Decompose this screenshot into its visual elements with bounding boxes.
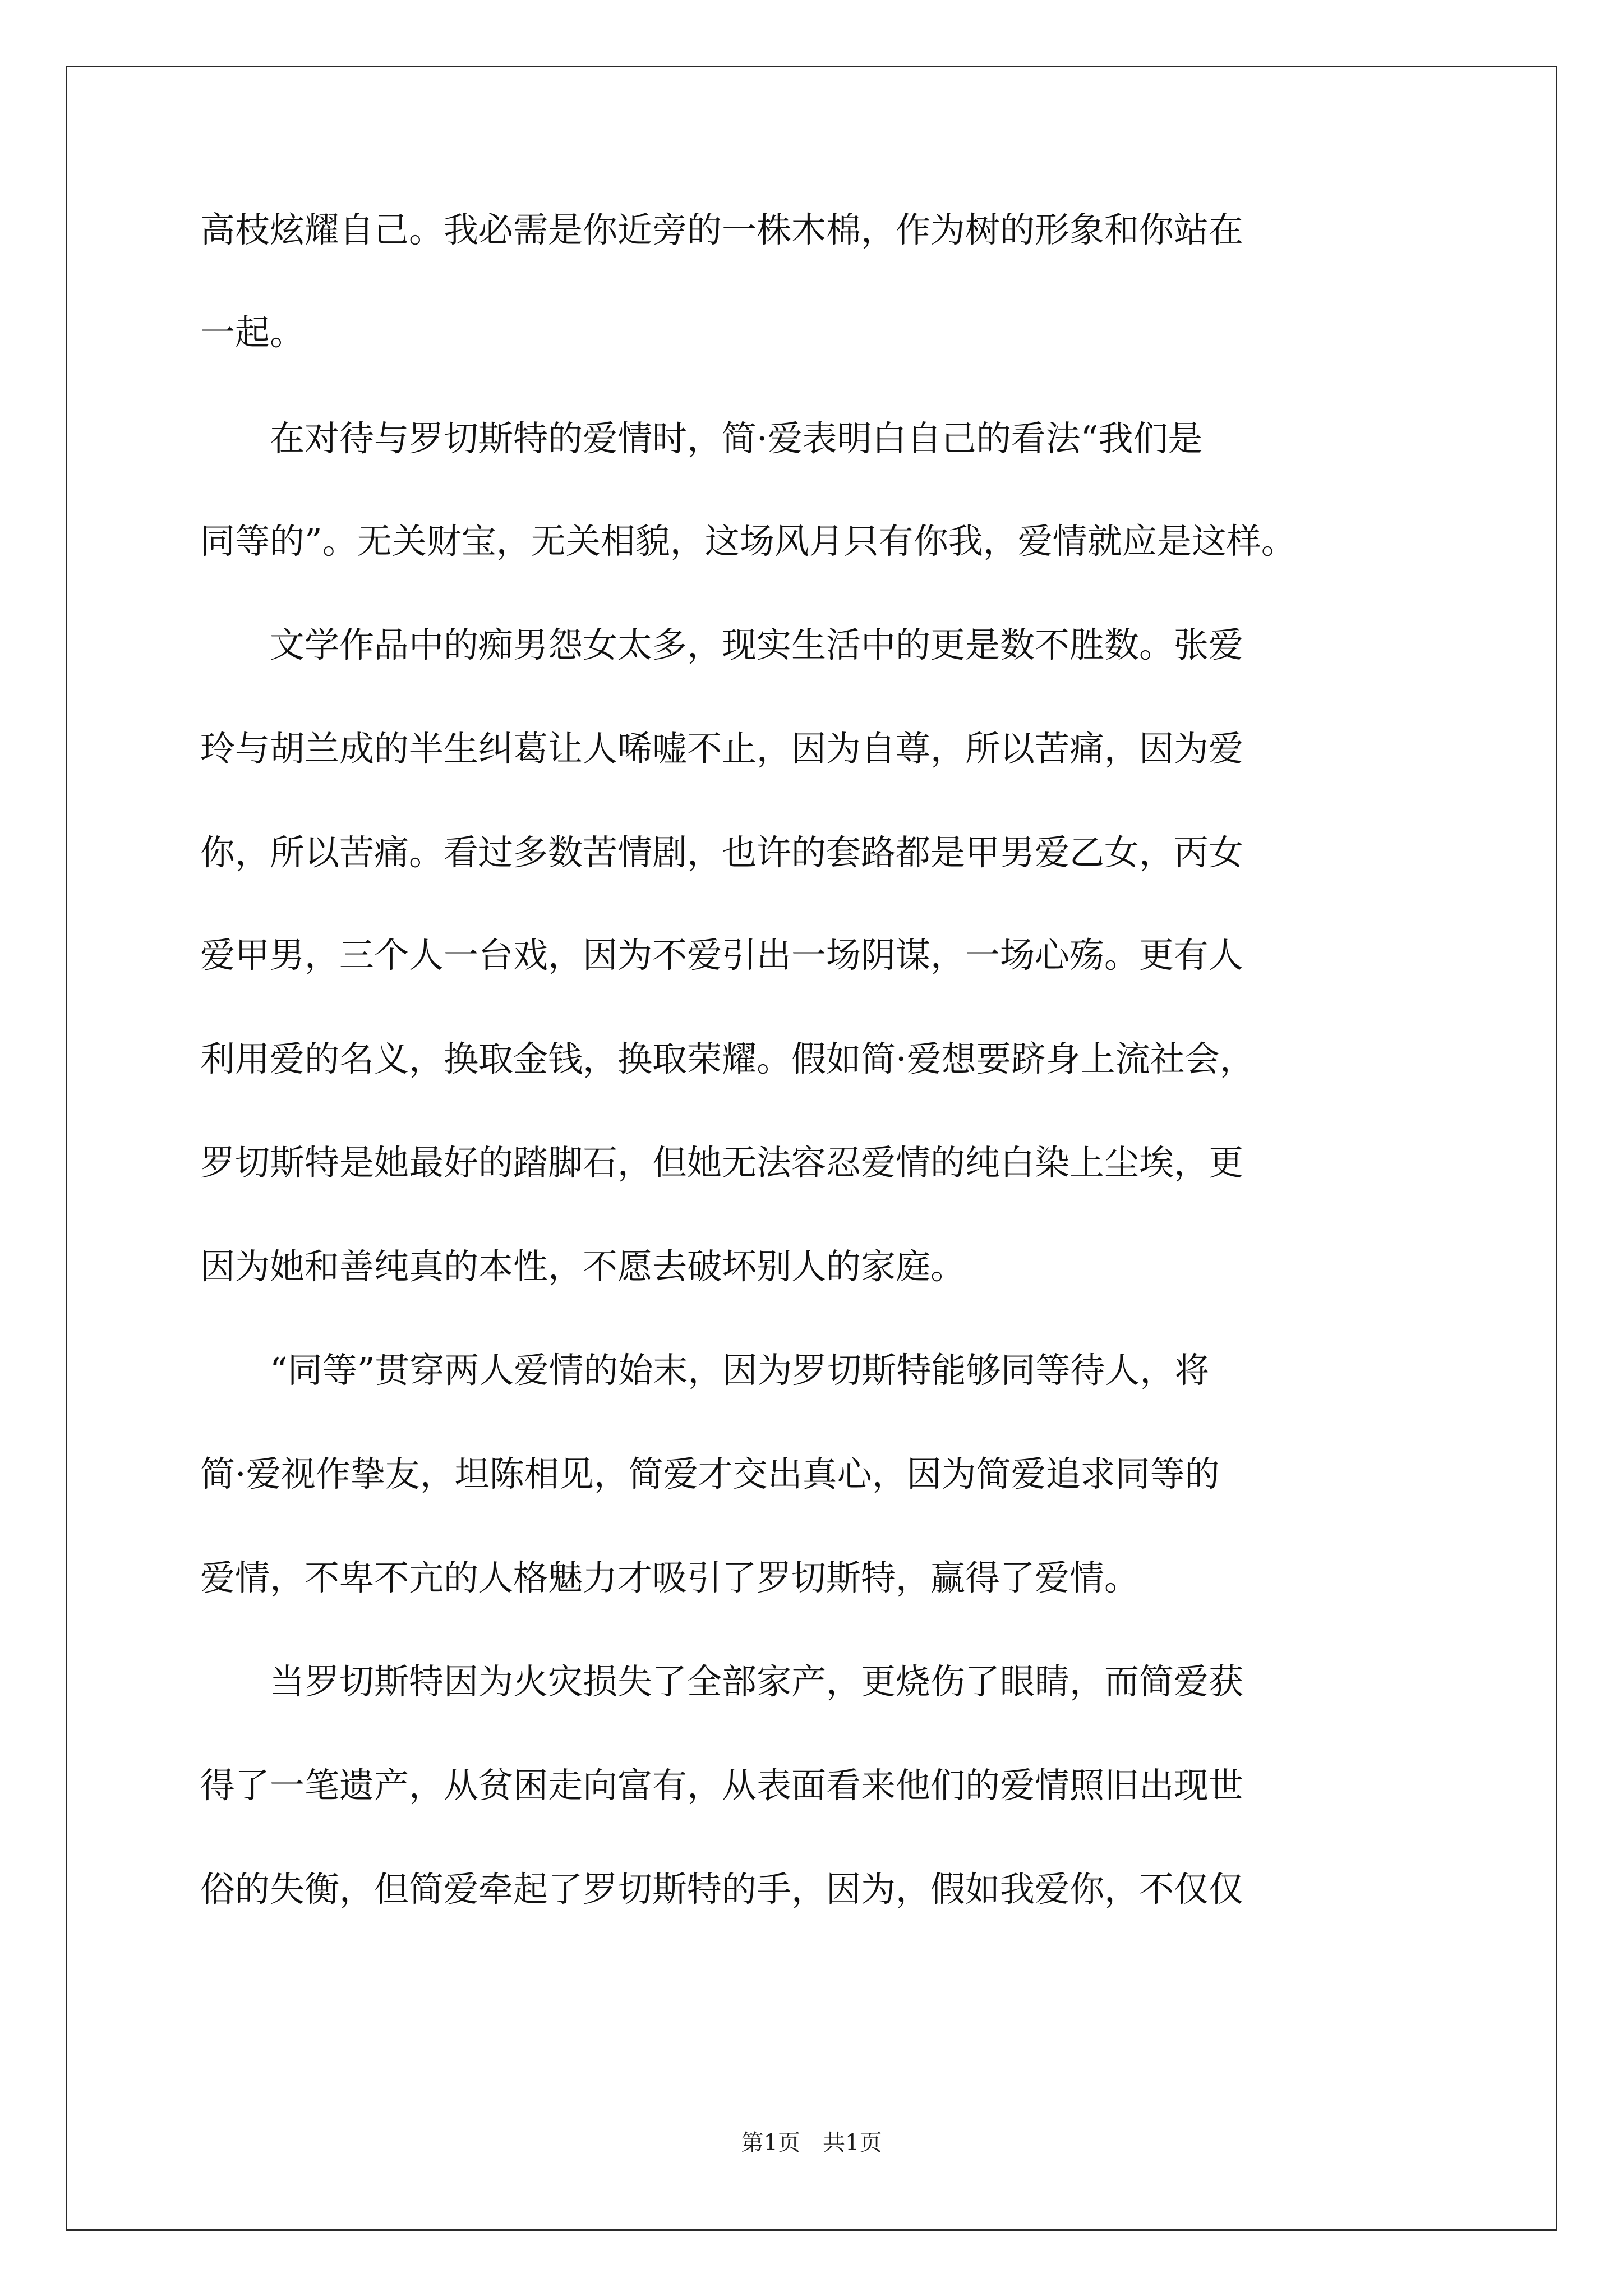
text-line-9: 利用爱的名义，换取金钱，换取荣耀。假如简·爱想要跻身上流社会， <box>200 1038 1255 1079</box>
text-line-1: 高枝炫耀自己。我必需是你近旁的一株木棉，作为树的形象和你站在 <box>200 209 1244 250</box>
text-line-8: 爱甲男，三个人一台戏，因为不爱引出一场阴谋，一场心殇。更有人 <box>200 935 1244 976</box>
text-line-10: 罗切斯特是她最好的踏脚石，但她无法容忍爱情的纯白染上尘埃，更 <box>200 1142 1244 1183</box>
text-line-6: 玲与胡兰成的半生纠葛让人唏嘘不止，因为自尊，所以苦痛，因为爱 <box>200 728 1244 769</box>
text-line-4: 同等的”。无关财宝，无关相貌，这场风月只有你我，爱情就应是这样。 <box>200 521 1296 562</box>
text-line-15: 当罗切斯特因为火灾损失了全部家产，更烧伤了眼睛，而简爱获 <box>200 1661 1244 1702</box>
text-line-2: 一起。 <box>200 312 305 353</box>
text-line-16: 得了一笔遗产，从贫困走向富有，从表面看来他们的爱情照旧出现世 <box>200 1765 1244 1806</box>
text-line-7: 你，所以苦痛。看过多数苦情剧，也许的套路都是甲男爱乙女，丙女 <box>200 832 1244 873</box>
text-line-17: 俗的失衡，但简爱牵起了罗切斯特的手，因为，假如我爱你，不仅仅 <box>200 1869 1244 1910</box>
text-line-14: 爱情，不卑不亢的人格魅力才吸引了罗切斯特，赢得了爱情。 <box>200 1557 1140 1598</box>
text-line-11: 因为她和善纯真的本性，不愿去破坏别人的家庭。 <box>200 1246 966 1287</box>
text-line-5: 文学作品中的痴男怨女太多，现实生活中的更是数不胜数。张爱 <box>200 624 1244 665</box>
page-number-footer: 第1页 共1页 <box>741 2130 882 2156</box>
text-line-3: 在对待与罗切斯特的爱情时，简·爱表明白自己的看法“我们是 <box>200 418 1203 459</box>
text-line-12: “同等”贯穿两人爱情的始末，因为罗切斯特能够同等待人，将 <box>200 1350 1210 1391</box>
text-line-13: 简·爱视作挚友，坦陈相见，简爱才交出真心，因为简爱追求同等的 <box>200 1453 1220 1494</box>
